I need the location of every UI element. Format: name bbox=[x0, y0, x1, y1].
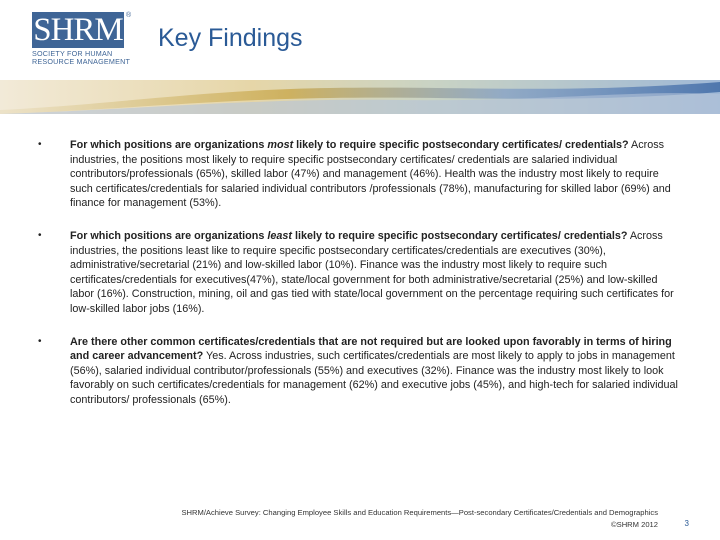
question-part2: likely to require specific postsecondary certificates/ credentials? bbox=[291, 229, 628, 242]
bullet-icon: • bbox=[38, 335, 42, 347]
slide-title: Key Findings bbox=[158, 24, 303, 52]
logo-subtitle bbox=[32, 50, 142, 66]
answer-text: Yes. Across industries, such certificates/credentials are most likely to apply to jobs in management (56%), salaried individual contributor/professionals (55%) and executives (32%). Finance was the industry most likely to look favorably on such certificates/credentials for management (62%) and executive jobs (45%), and high-tech for salaried individual contributors/ professionals (65%). bbox=[70, 350, 678, 406]
footer-copyright: ©SHRM 2012 bbox=[611, 520, 658, 529]
question-part1: Are there other common certificates/credentials that are not required but are looked upon favorably in terms of hiring and career advancement? bbox=[70, 335, 672, 363]
bullet-icon: • bbox=[38, 229, 42, 241]
findings-list bbox=[38, 138, 678, 408]
list-item bbox=[38, 335, 678, 408]
question-part1: For which positions are organizations bbox=[70, 229, 268, 242]
decorative-banner bbox=[0, 80, 720, 114]
page-number: 3 bbox=[684, 519, 689, 528]
answer-text: Across industries, the positions most likely to require specific postsecondary certificates/ credentials are salaried individual contributors/professionals (65%), skilled labor (47%) and management (46%). Health was the industry most likely to require such certificates/credentials for salaried individual contributors /professionals (78%), manufacturing for skilled labor (69%) and finance for management (53%). bbox=[70, 139, 671, 210]
logo-box bbox=[32, 12, 124, 48]
question-emphasis: most bbox=[267, 139, 294, 151]
list-item bbox=[38, 138, 678, 211]
shrm-logo bbox=[32, 12, 132, 74]
bullet-icon: • bbox=[38, 139, 42, 150]
logo-subtitle-line2: RESOURCE MANAGEMENT bbox=[32, 57, 131, 66]
answer-text: Across industries, the positions least like to require specific postsecondary certificates/credentials are executives (30%), administrative/secretarial (21%) and low-skilled labor (10%). Finance was the industry most likely to require such certificates/credentials for executives(47%), state/local government for both administrative/secretarial (25%) and low-skilled labor (16%). Construction, mining, oil and gas tied with state/local government on the percentage requiring such certificates for low-skilled labor jobs (16%). bbox=[70, 229, 674, 315]
logo-subtitle-line1: SOCIETY FOR HUMAN bbox=[32, 49, 113, 58]
registered-mark: ® bbox=[126, 12, 132, 19]
question-emphasis: least bbox=[267, 229, 292, 242]
question-part2: likely to require specific postsecondary certificates/ credentials? bbox=[293, 139, 629, 151]
logo-letters: SHRM bbox=[33, 12, 123, 48]
question-part1: For which positions are organizations bbox=[70, 139, 268, 151]
footer bbox=[181, 507, 658, 531]
list-item bbox=[38, 229, 678, 317]
footer-source: SHRM/Achieve Survey: Changing Employee Skills and Education Requirements—Post-secondary Certificates/Credentials and Demographics bbox=[181, 508, 658, 517]
